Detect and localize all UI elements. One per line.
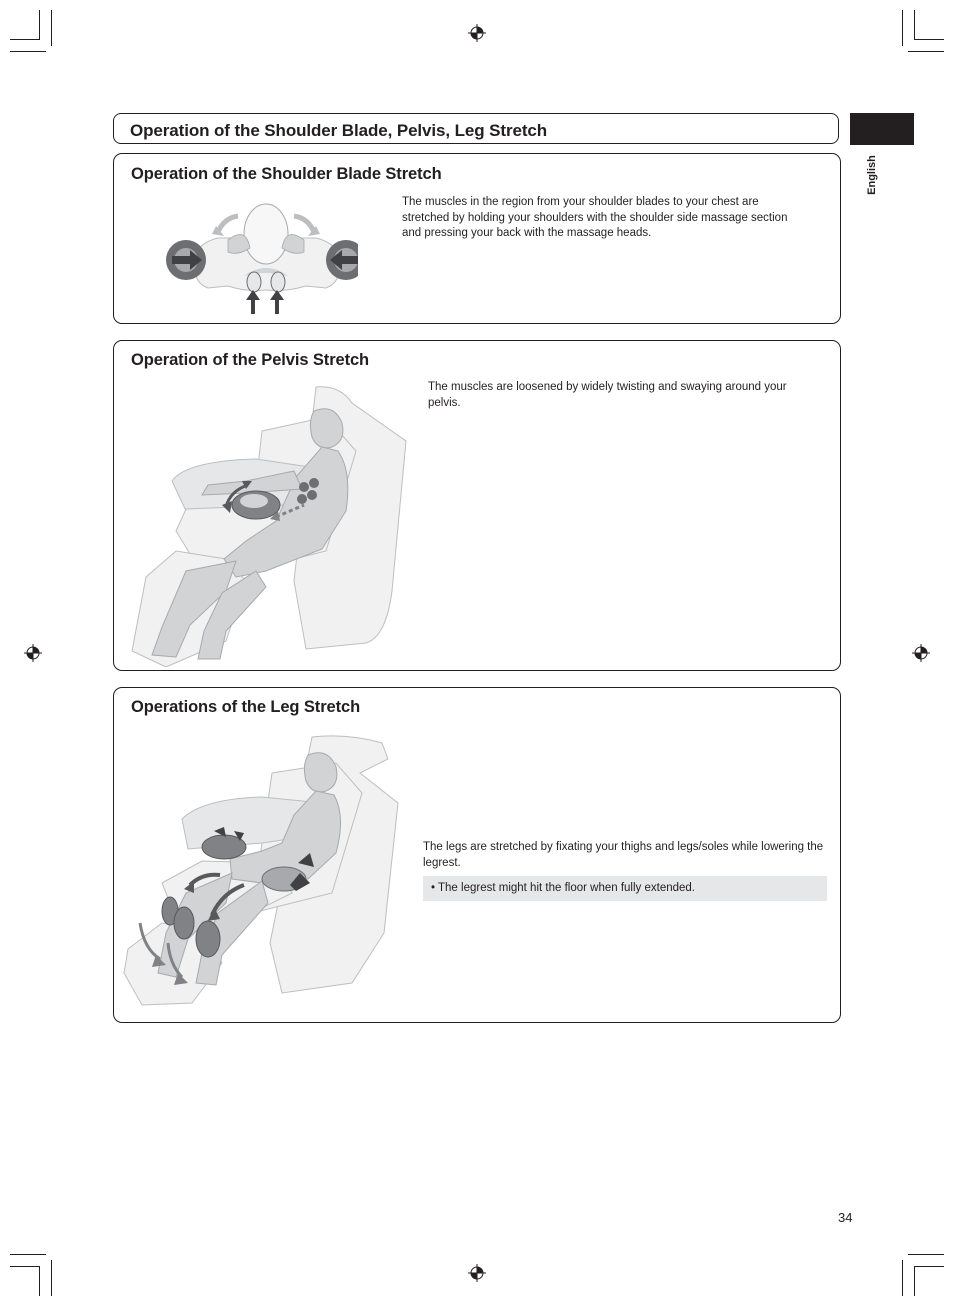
registration-mark-icon <box>24 644 42 662</box>
leg-stretch-illustration <box>122 733 406 1013</box>
section-description: The muscles in the region from your shoulder blades to your chest are stretched by holding your shoulders with the shoulder side massage section and pressing your back with the massage heads. <box>402 196 788 239</box>
pelvis-stretch-illustration <box>126 381 410 667</box>
pelvis-stretch-section <box>113 340 841 671</box>
language-label: English <box>866 155 878 195</box>
shoulder-blade-stretch-section <box>113 153 841 324</box>
shoulder-stretch-illustration <box>166 200 358 316</box>
section-description: The legs are stretched by fixating your thighs and legs/soles while lowering the legrest. <box>423 841 824 869</box>
section-title: Operation of the Pelvis Stretch <box>131 351 370 369</box>
page-title: Operation of the Shoulder Blade, Pelvis, Leg Stretch <box>130 121 548 140</box>
section-description: The muscles are loosened by widely twisting and swaying around your pelvis. <box>428 381 787 409</box>
registration-mark-icon <box>468 24 486 42</box>
registration-mark-icon <box>468 1264 486 1282</box>
main-section-header <box>113 113 839 144</box>
caution-note: • The legrest might hit the floor when fully extended. <box>423 876 827 901</box>
registration-mark-icon <box>912 644 930 662</box>
section-title: Operation of the Shoulder Blade Stretch <box>131 165 442 183</box>
section-title: Operations of the Leg Stretch <box>131 698 361 716</box>
leg-stretch-section <box>113 687 841 1023</box>
page-number: 34 <box>838 1210 853 1225</box>
language-tab <box>850 113 914 145</box>
